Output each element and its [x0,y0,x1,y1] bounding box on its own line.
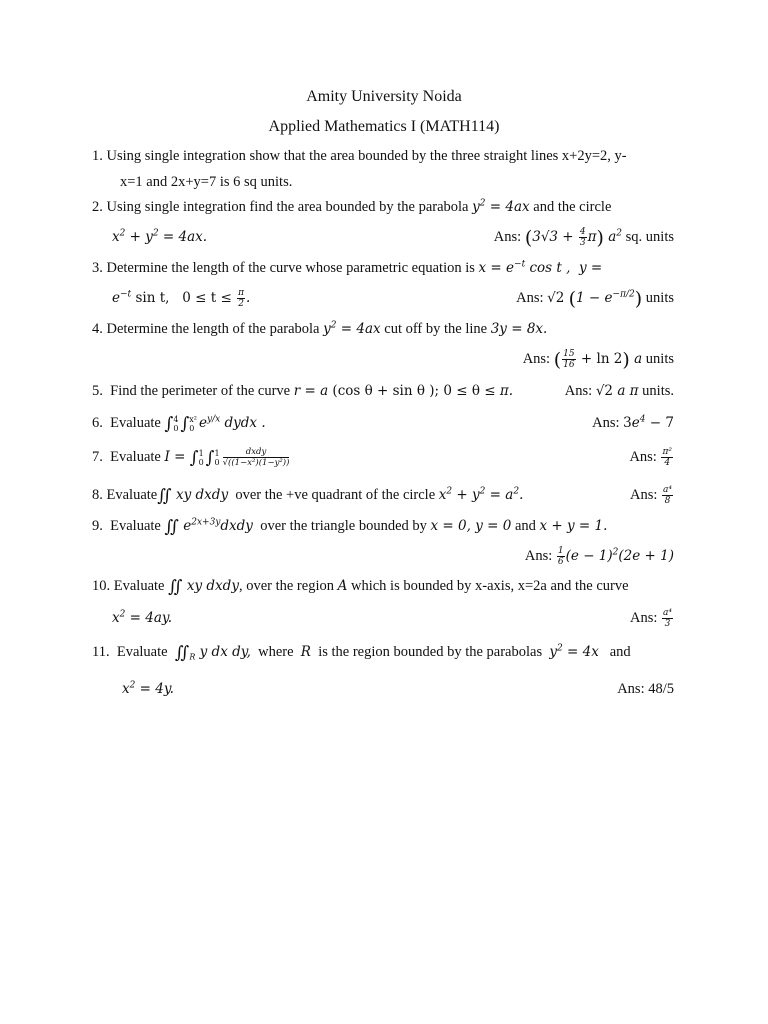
problem-4 [92,319,676,341]
math-expr: r = a (cos θ + sin θ ); 0 ≤ θ ≤ π. [293,383,514,399]
problem-text: x=1 and 2x+y=7 is 6 sq units. [120,174,293,190]
answer-8 [630,485,674,506]
math-expr: ∬ xy dxdy [168,577,239,597]
problem-text: Find the perimeter of the curve [110,383,291,399]
problem-text: Evaluate [116,644,168,660]
problem-text: Using single integration show that the area bounded by the three straight lines x+2y=2, y- [106,148,627,164]
problem-number: 2. [92,199,103,215]
course-heading: Applied Mathematics I (MATH114) [268,118,500,135]
problem-number: 4. [92,321,103,337]
math-expr: x + y = 1. [539,518,608,534]
answer-3 [516,288,674,309]
problem-text: over the +ve quadrant of the circle [235,487,436,503]
problem-text: Using single integration find the area bounded by the parabola [106,199,469,215]
problem-number: 11. [92,644,110,660]
math-expr: 3y = 8x. [490,321,548,337]
answer-4 [523,349,674,370]
math-expr: $e^{-t}$ sin t, 0 ≤ t ≤ $\frac{\pi}{2}$ . [112,288,251,309]
math-expr: A [337,578,348,594]
math-expr: ∫ 4 0 ∫ x² 0 $e^{y/x}$ dydx . [164,414,266,434]
math-expr: $x = e^{-t}$ cos t , y = [478,259,603,276]
problem-number: 5. [92,383,103,399]
problem-10-cont [112,608,696,630]
answer-expr: √2 a π [595,383,639,399]
problem-text: and [609,644,631,660]
problem-number: 10. [92,578,111,594]
answer-9 [525,546,674,567]
answer-label: Ans: [629,487,658,503]
math-expr: $x^2 + y^2 = 4ax$. [112,228,208,245]
problem-7 [92,447,676,469]
university-heading: Amity University Noida [306,88,462,105]
math-expr: I = ∫ 1 0 ∫ 1 0 $\frac{\text{dxdy}}{\text{√((1−x²)(1−y²))}}$ [164,447,290,468]
problem-text: and [514,518,536,534]
problem-number: 9. [92,518,103,534]
answer-expr: ( $\frac{15}{16}$ + ln 2) a [553,349,643,371]
answer-units: units. [642,383,674,399]
math-expr: x = 0, y = 0 [430,518,512,534]
math-expr: $y^2 = 4ax$ [323,320,381,337]
problem-text: where [258,644,294,660]
problem-8 [92,485,676,507]
answer-label: Ans: [592,415,620,431]
math-expr: $x^2 + y^2 = a^2$. [438,486,524,503]
problem-text: Evaluate [110,415,161,431]
answer-expr: $\frac{1}{6}$ $(e - 1)^2(2e + 1)$ [557,546,674,567]
answer-label: Ans: [516,290,544,306]
problem-3 [92,258,676,280]
problem-text: cut off by the line [384,321,488,337]
answer-5 [565,381,674,401]
answer-units: units [645,290,674,306]
problem-6 [92,413,676,435]
answer-expr: √2 $(1 - e^{-\pi/2})$ [547,288,643,310]
problem-text: Determine the length of the parabola [106,321,320,337]
answer-units: units [645,351,674,367]
answer-label: Ans: 48/5 [617,681,674,697]
problem-number: 1. [92,148,103,164]
problem-number: 7. [92,449,103,465]
problem-text: Evaluate [110,518,161,534]
problem-text: over the triangle bounded by [260,518,427,534]
answer-expr: $3e^4 - 7$ [623,414,674,431]
math-expr: ∬ xy dxdy [157,486,229,506]
math-expr: $∬_R$ y dx dy, [174,643,251,663]
problem-1 [92,146,676,168]
math-expr: R [300,644,311,660]
math-expr: $x^2 = 4y$. [122,680,174,697]
problem-text: , over the region [238,578,334,594]
math-expr: $x^2 = 4ay$. [112,609,173,626]
answer-11 [617,679,674,699]
problem-9 [92,516,676,538]
problem-11 [92,642,676,664]
problem-number: 8. [92,487,103,503]
answer-label: Ans: [629,449,657,465]
problem-text: is the region bounded by the parabolas [318,644,543,660]
answer-10 [630,608,674,629]
problem-text: and the circle [533,199,612,215]
answer-label: Ans: [493,229,522,245]
answer-label: Ans: [524,548,553,564]
math-expr: ∬ $e^{2x+3y}dxdy$ [164,517,253,537]
problem-number: 6. [92,415,103,431]
answer-expr: (3√3 + $\frac{4}{3}$ π) $a^2$ [524,227,623,249]
answer-label: Ans: [629,610,658,626]
answer-6 [592,413,674,433]
problem-text: Determine the length of the curve whose parametric equation is [106,260,475,276]
math-expr: $y^2 = 4ax$ [472,198,530,215]
answer-7 [629,447,674,468]
answer-label: Ans: [564,383,593,399]
answer-expr: $\frac{\text{a⁴}}{8}$ [663,485,672,506]
problem-number: 3. [92,260,103,276]
answer-label: Ans: [522,351,551,367]
answer-2 [494,227,674,248]
problem-text: Evaluate [113,578,165,594]
problem-text: Evaluate [106,487,158,503]
answer-expr: $\frac{\text{a⁴}}{3}$ [663,608,672,629]
answer-expr: $\frac{\text{π²}}{4}$ [662,447,672,468]
answer-units: sq. units [625,229,674,245]
problem-10 [92,576,676,598]
math-expr: $y^2 = 4x$ [549,643,599,660]
problem-text: Evaluate [110,449,161,465]
problem-1-cont [120,172,704,194]
problem-2 [92,197,676,219]
problem-text: which is bounded by x-axis, x=2a and the curve [350,578,629,594]
